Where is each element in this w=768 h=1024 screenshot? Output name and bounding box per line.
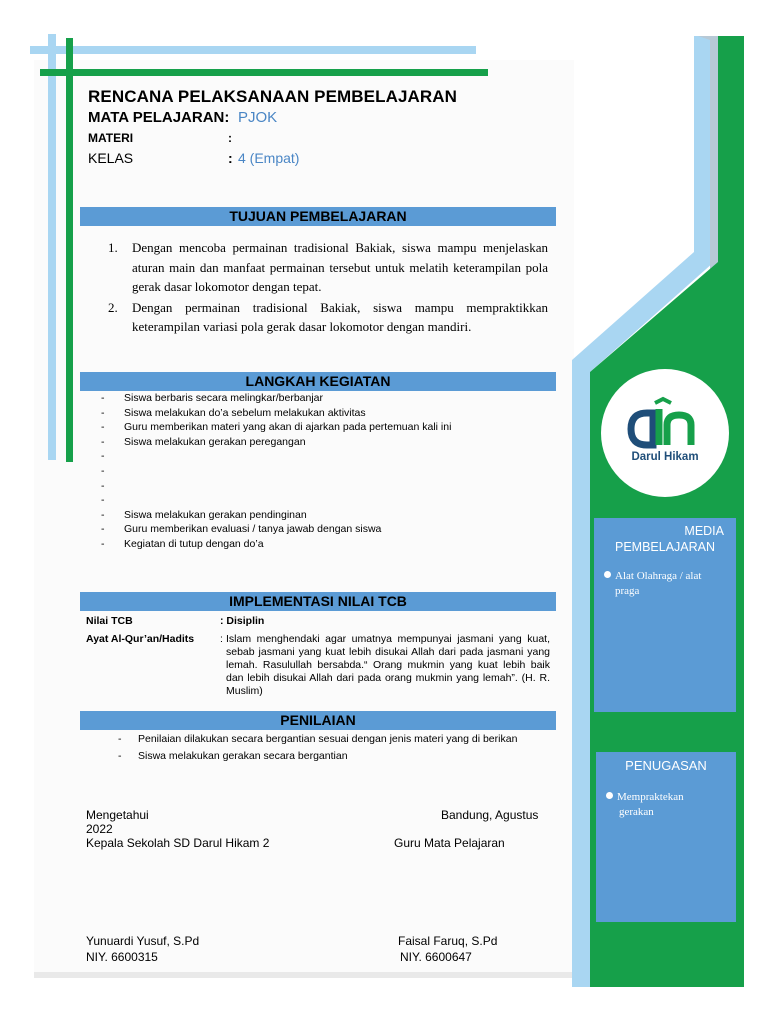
dash: - [118, 750, 122, 762]
list-item [98, 479, 451, 494]
penugasan-item-line1 [606, 790, 684, 805]
langkah-list [98, 391, 451, 552]
penilaian-heading: PENILAIAN [80, 711, 556, 730]
list-item [98, 493, 451, 508]
subject-label: MATA PELAJARAN: [88, 109, 230, 126]
bullet-dot [604, 571, 611, 578]
list-item [118, 731, 550, 748]
dash: - [101, 392, 105, 404]
item-text: Siswa melakukan gerakan pendinginan [124, 508, 307, 521]
place-date-text: Bandung, Agustus [441, 808, 539, 822]
dash: - [101, 537, 105, 550]
dash: - [101, 508, 105, 521]
dash: - [101, 479, 105, 492]
logo-text: Darul Hikam [631, 451, 699, 463]
teacher-niy: NIY. 6600647 [400, 950, 472, 964]
list-item [108, 238, 548, 297]
list-item [98, 508, 451, 523]
principal-niy: NIY. 6600315 [86, 950, 158, 964]
list-item [98, 464, 451, 479]
penugasan-title: PENUGASAN [625, 758, 707, 773]
list-item [98, 391, 451, 406]
penugasan-item-text1: Mempraktekan [617, 791, 684, 803]
materi-colon: : [228, 131, 232, 145]
media-title-text1: MEDIA [684, 524, 724, 538]
list-item [108, 298, 548, 337]
penugasan-box [596, 752, 736, 922]
dash: - [101, 494, 105, 507]
media-item-line2: praga [615, 585, 640, 597]
item-text: Siswa melakukan gerakan peregangan [124, 435, 306, 448]
principal-title: Kepala Sekolah SD Darul Hikam 2 [86, 836, 270, 850]
list-item [118, 748, 550, 765]
penilaian-list [118, 731, 550, 765]
kelas-value: 4 (Empat) [238, 150, 300, 166]
item-text: Siswa melakukan gerakan secara bergantian [138, 750, 348, 762]
item-text: Penilaian dilakukan secara bergantian sesuai dengan jenis materi yang di berikan [138, 733, 518, 745]
bullet-dot [606, 792, 613, 799]
nilai-tcb-value: : Disiplin [220, 615, 265, 627]
dash: - [118, 733, 122, 745]
mengetahui-text: Mengetahui [86, 808, 149, 822]
media-title-line1 [594, 523, 736, 539]
item-text: Siswa melakukan do’a sebelum melakukan aktivitas [124, 406, 366, 419]
media-item-text1: Alat Olahraga / alat [615, 570, 702, 582]
tujuan-list [108, 238, 548, 338]
ayat-text: Islam menghendaki agar umatnya mempunyai jasmani yang kuat, sebab jasmani yang kuat lebih disukai Allah dari pada jasmani yang lemah. Rasulullah bersabda.“ Orang mukmin yang kuat lebih baik dan lebih disukai Allah dari pada orang mukmin yang lemah”. (H. R. Muslim) [226, 633, 550, 697]
media-title-line2: PEMBELAJARAN [614, 540, 716, 554]
dash: - [101, 523, 105, 536]
dash: - [101, 464, 105, 477]
teacher-name: Faisal Faruq, S.Pd [398, 934, 498, 948]
list-item [98, 522, 451, 537]
list-item [98, 406, 451, 421]
logo-circle [601, 369, 729, 497]
dash: - [101, 406, 105, 419]
item-text: Siswa berbaris secara melingkar/berbanjar [124, 392, 324, 404]
media-item-line1 [604, 569, 701, 584]
subject-value: PJOK [238, 109, 278, 126]
darul-hikam-logo-icon [601, 369, 729, 497]
list-item [98, 449, 451, 464]
tcb-heading: IMPLEMENTASI NILAI TCB [80, 592, 556, 611]
penugasan-item-line2: gerakan [619, 806, 654, 818]
langkah-heading: LANGKAH KEGIATAN [80, 372, 556, 391]
teacher-title: Guru Mata Pelajaran [394, 836, 505, 850]
item-text: Guru memberikan evaluasi / tanya jawab dengan siswa [124, 523, 382, 536]
item-number: 2. [108, 299, 118, 315]
kelas-label: KELAS [88, 150, 134, 166]
tujuan-heading: TUJUAN PEMBELAJARAN [80, 207, 556, 226]
list-item [98, 420, 451, 435]
list-item [98, 537, 451, 552]
item-text: Dengan mencoba permainan tradisional Bakiak, siswa mampu menjelaskan aturan main dan manfaat permainan tersebut untuk melatih keterampilan pola gerak dasar lokomotor dengan tepat. [132, 240, 548, 294]
materi-label: MATERI [88, 131, 134, 145]
ayat-colon: : [220, 633, 223, 645]
item-text: Dengan permainan tradisional Bakiak, siswa mampu mempraktikkan keterampilan variasi pola gerak dasar lokomotor dengan mandiri. [132, 299, 548, 334]
list-item [98, 435, 451, 450]
kelas-colon: : [228, 150, 233, 166]
item-text: Guru memberikan materi yang akan di ajarkan pada pertemuan kali ini [124, 421, 452, 434]
nilai-tcb-label: Nilai TCB [86, 615, 133, 627]
item-text: Kegiatan di tutup dengan do’a [124, 537, 264, 550]
principal-name: Yunuardi Yusuf, S.Pd [86, 934, 200, 948]
dash: - [101, 435, 105, 448]
page-title: RENCANA PELAKSANAAN PEMBELAJARAN [88, 87, 458, 106]
item-number: 1. [108, 240, 118, 255]
ayat-label: Ayat Al-Qur’an/Hadits [86, 633, 195, 645]
dash: - [101, 450, 105, 463]
dash: - [101, 421, 105, 434]
year-text: 2022 [86, 822, 113, 836]
